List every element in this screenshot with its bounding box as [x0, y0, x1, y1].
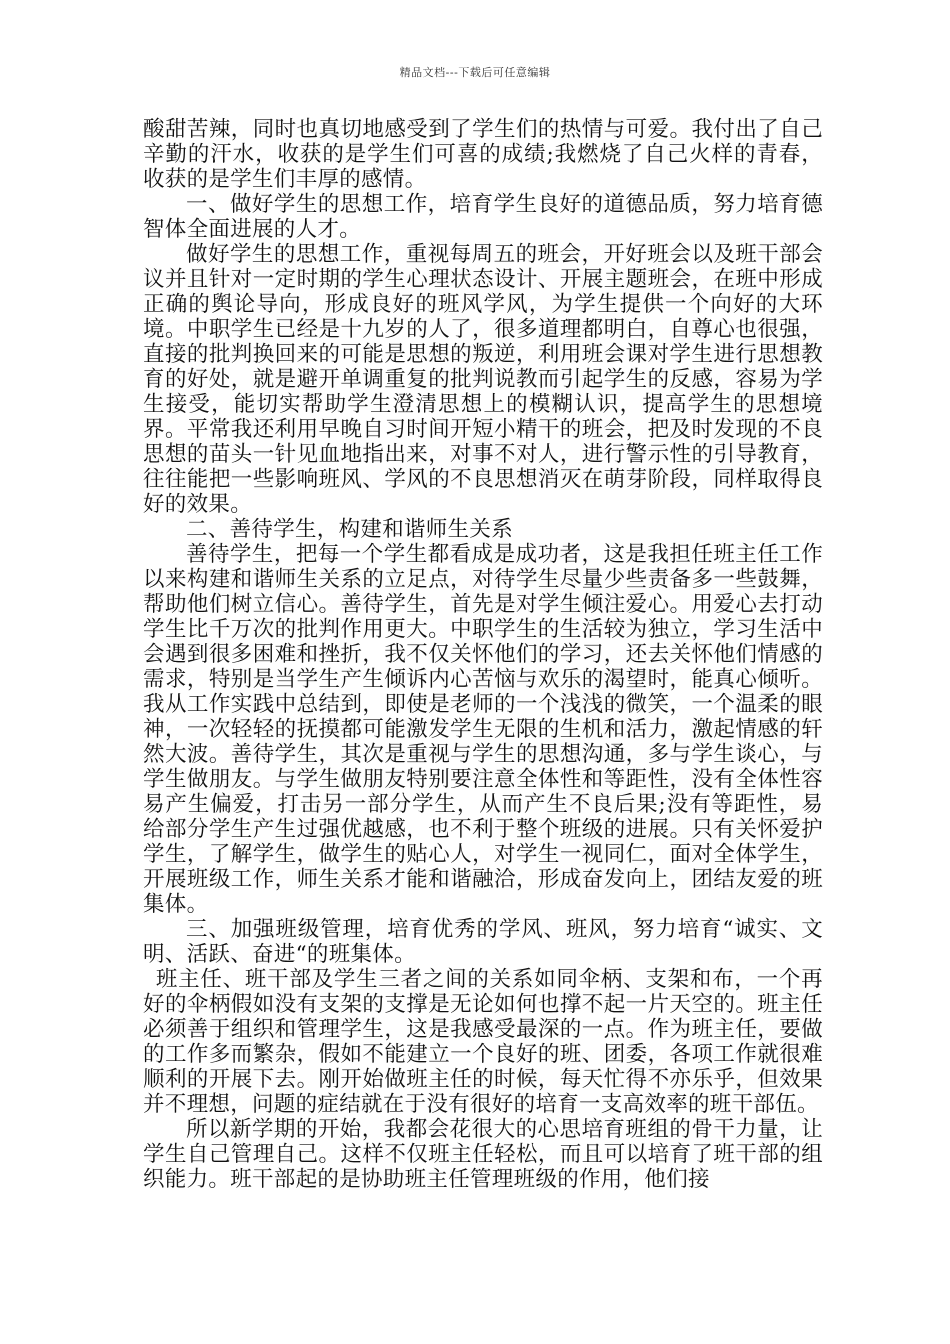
section-heading-2: 二、善待学生，构建和谐师生关系: [186, 517, 514, 542]
paragraph-1: 酸甜苦辣，同时也真切地感受到了学生们的热情与可爱。我付出了自己辛勤的汗水，收获的是学生们可喜的成绩;我燃烧了自己火样的青春，收获的是学生们丰厚的感情。: [143, 117, 823, 192]
paragraph-2: 做好学生的思想工作，重视每周五的班会，开好班会以及班干部会议并且针对一定时期的学生心理状态设计、开展主题班会，在班中形成正确的舆论导向，形成良好的班风学风，为学生提供一个向好的大环境。中职学生已经是十九岁的人了，很多道理都明白，自尊心也很强，直接的批判换回来的可能是思想的叛逆，利用班会课对学生进行思想教育的好处，就是避开单调重复的批判说教而引起学生的反感，容易为学生接受，能切实帮助学生澄清思想上的模糊认识，提高学生的思想境界。平常我还利用早晚自习时间开短小精干的班会，把及时发现的不良思想的苗头一针见血地指出来，对事不对人，进行警示性的引导教育，往往能把一些影响班风、学风的不良思想消灭在萌芽阶段，同样取得良好的效果。: [143, 242, 823, 517]
paragraph-3: 善待学生，把每一个学生都看成是成功者，这是我担任班主任工作以来构建和谐师生关系的立足点，对待学生尽量少些责备多一些鼓舞，帮助他们树立信心。善待学生，首先是对学生倾注爱心。用爱心去打动学生比千万次的批判作用更大。中职学生的生活较为独立，学习生活中会遇到很多困难和挫折，我不仅关怀他们的学习，还去关怀他们情感的需求，特别是当学生产生倾诉内心苦恼与欢乐的渴望时，能真心倾听。我从工作实践中总结到，即使是老师的一个浅浅的微笑，一个温柔的眼神，一次轻轻的抚摸都可能激发学生无限的生机和活力，激起情感的轩然大波。善待学生，其次是重视与学生的思想沟通，多与学生谈心，与学生做朋友。与学生做朋友特别要注意全体性和等距性，没有全体性容易产生偏爱，打击另一部分学生，从而产生不良后果;没有等距性，易给部分学生产生过强优越感，也不利于整个班级的进展。只有关怀爱护学生，了解学生，做学生的贴心人，对学生一视同仁，面对全体学生，开展班级工作，师生关系才能和谐融洽，形成奋发向上，团结友爱的班集体。: [143, 542, 823, 917]
paragraph-4: 班主任、班干部及学生三者之间的关系如同伞柄、支架和布，一个再好的伞柄假如没有支架的支撑是无论如何也撑不起一片天空的。班主任必须善于组织和管理学生，这是我感受最深的一点。作为班主任，要做的工作多而繁杂，假如不能建立一个良好的班、团委，各项工作就很难顺利的开展下去。刚开始做班主任的时候，每天忙得不亦乐乎，但效果并不理想，问题的症结就在于没有很好的培育一支高效率的班干部伍。: [143, 967, 823, 1117]
section-heading-1: 一、做好学生的思想工作，培育学生良好的道德品质，努力培育德智体全面进展的人才。: [143, 192, 823, 242]
paragraph-5: 所以新学期的开始，我都会花很大的心思培育班组的骨干力量，让学生自己管理自己。这样不仅班主任轻松，而且可以培育了班干部的组织能力。班干部起的是协助班主任管理班级的作用，他们接: [143, 1117, 823, 1192]
page-header: 精品文档---下载后可任意编辑: [399, 66, 551, 79]
section-heading-3: 三、加强班级管理，培育优秀的学风、班风，努力培育“诚实、文明、活跃、奋进“的班集体。: [143, 917, 823, 967]
document-body: [143, 117, 823, 1192]
